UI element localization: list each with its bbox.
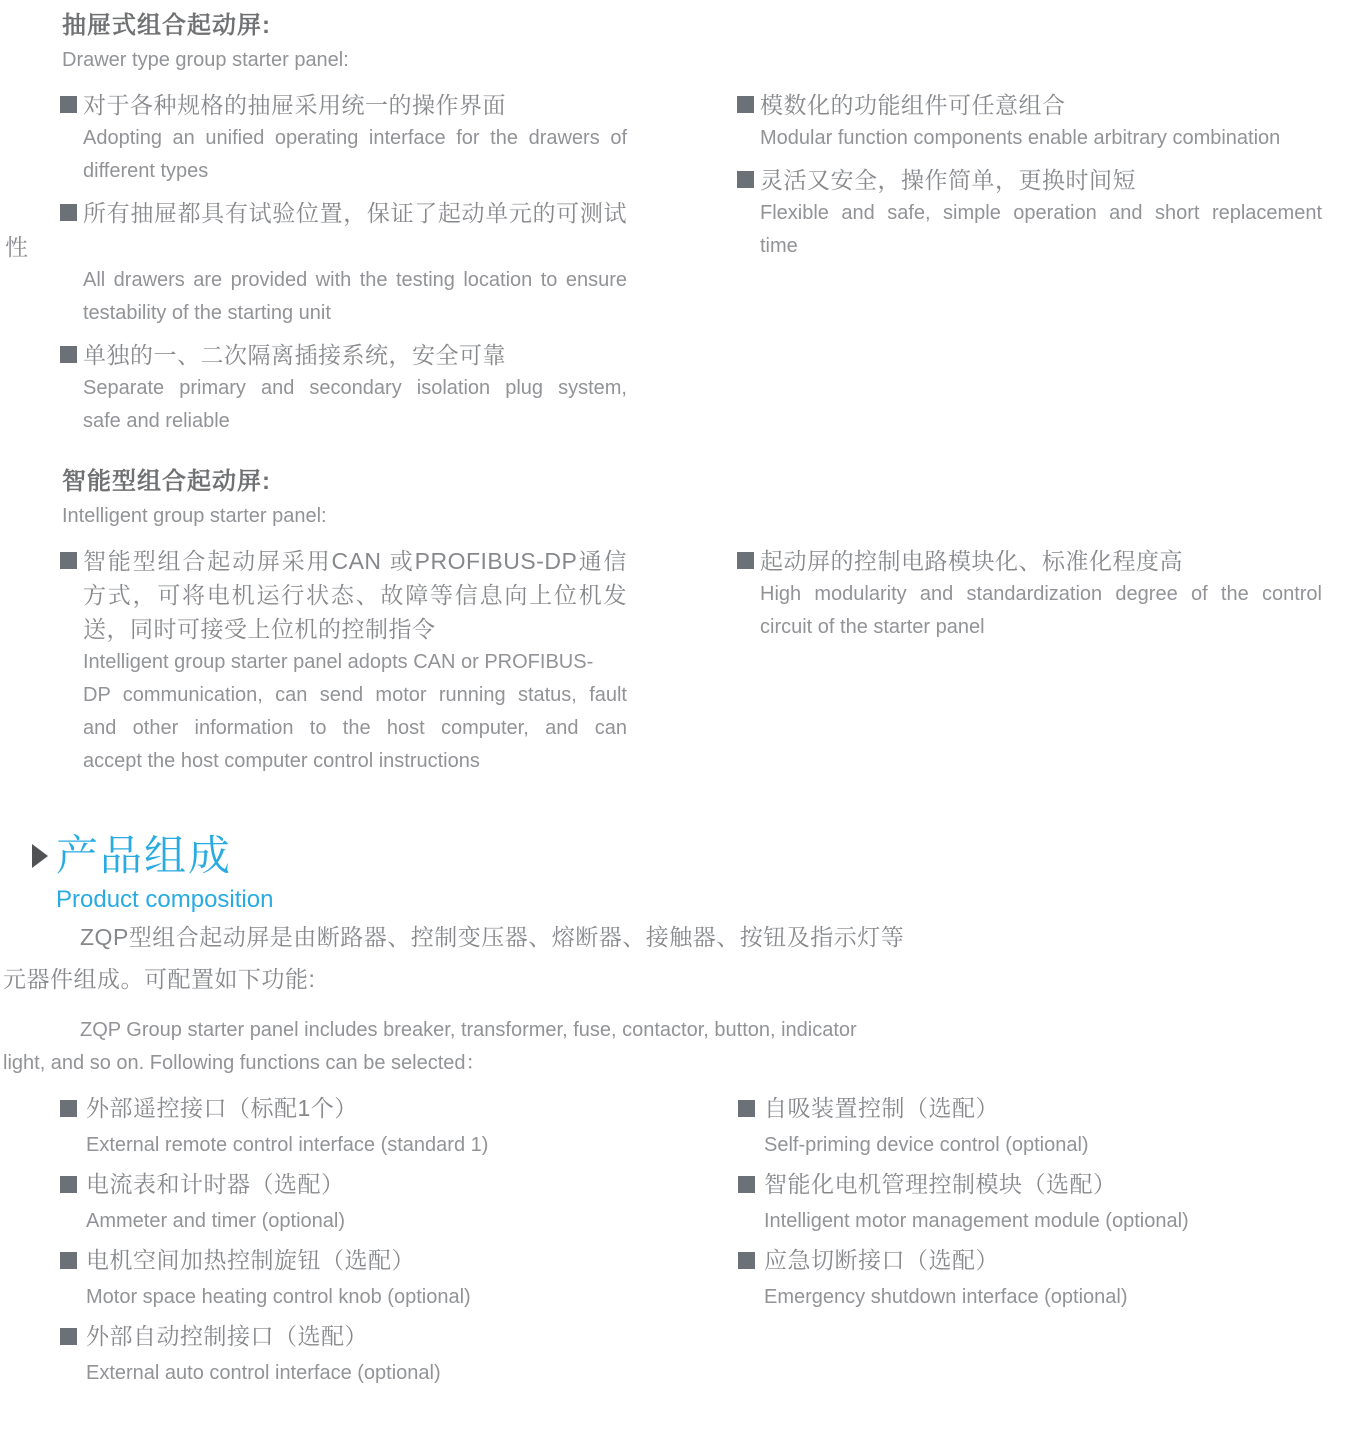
feature-text-zh: 智能型组合起动屏采用CAN 或PROFIBUS-DP通信 — [83, 548, 627, 574]
square-bullet-icon — [737, 552, 754, 569]
feature-text-zh: 送，同时可接受上位机的控制指令 — [83, 616, 436, 642]
list-item — [60, 1242, 700, 1316]
composition-intro — [3, 916, 1343, 1080]
drawer-title-zh: 抽屉式组合起动屏: — [62, 12, 271, 39]
feature-text-zh: 方式，可将电机运行状态、故障等信息向上位机发 — [83, 582, 627, 608]
function-text-zh: 外部自动控制接口（选配） — [86, 1323, 368, 1349]
square-bullet-icon — [60, 1176, 77, 1193]
list-item — [738, 1090, 1338, 1164]
square-bullet-icon — [60, 96, 77, 113]
drawer-section-header — [62, 12, 349, 73]
intelligent-left-column — [60, 544, 627, 786]
square-bullet-icon — [738, 1176, 755, 1193]
feature-text-en: safe and reliable — [83, 410, 230, 432]
function-text-zh: 电机空间加热控制旋钮（选配） — [86, 1247, 415, 1273]
feature-text-en: Flexible and safe, simple operation and short replacement — [760, 202, 1322, 224]
list-item — [738, 1242, 1338, 1316]
intelligent-title-zh: 智能型组合起动屏: — [62, 468, 271, 495]
square-bullet-icon — [60, 1252, 77, 1269]
list-item — [60, 88, 627, 188]
feature-text-en: time — [760, 235, 798, 257]
feature-text-zh: 单独的一、二次隔离插接系统，安全可靠 — [83, 342, 506, 368]
intelligent-section-header — [62, 468, 327, 529]
feature-text-en: Adopting an unified operating interface for the drawers of — [83, 127, 627, 149]
feature-text-zh-overflow: 性 — [5, 234, 29, 260]
intelligent-title-en: Intelligent group starter panel: — [62, 505, 327, 527]
feature-text-en: testability of the starting unit — [83, 302, 331, 324]
function-text-zh: 外部遥控接口（标配1个） — [86, 1095, 358, 1121]
drawer-left-column — [5, 88, 627, 446]
list-item — [737, 163, 1322, 263]
function-text-zh: 电流表和计时器（选配） — [86, 1171, 345, 1197]
feature-text-en: High modularity and standardization degree of the control — [760, 583, 1322, 605]
intro-text-en: light, and so on. Following functions can be selected： — [3, 1052, 486, 1074]
function-text-en: Ammeter and timer (optional) — [86, 1210, 345, 1232]
right-triangle-icon — [32, 844, 48, 868]
list-item — [60, 544, 627, 778]
function-text-zh: 应急切断接口（选配） — [764, 1247, 999, 1273]
function-text-en: External auto control interface (optional) — [86, 1362, 441, 1384]
composition-title-en: Product composition — [56, 886, 274, 913]
composition-section-header — [32, 834, 273, 914]
feature-text-en: All drawers are provided with the testing location to ensure — [83, 269, 627, 291]
feature-text-en: and other information to the host computer, and can — [83, 717, 627, 739]
feature-text-zh: 起动屏的控制电路模块化、标准化程度高 — [760, 548, 1183, 574]
list-item — [60, 1166, 700, 1240]
intro-text-en: ZQP Group starter panel includes breaker, transformer, fuse, contactor, button, indicator — [80, 1019, 857, 1041]
square-bullet-icon — [60, 204, 77, 221]
square-bullet-icon — [738, 1100, 755, 1117]
list-item — [60, 1318, 700, 1392]
square-bullet-icon — [60, 1100, 77, 1117]
feature-text-zh: 所有抽屉都具有试验位置，保证了起动单元的可测试 — [83, 200, 627, 226]
composition-title-block — [56, 834, 273, 914]
intro-text-zh: 元器件组成。可配置如下功能: — [3, 966, 316, 992]
feature-text-en: Intelligent group starter panel adopts CAN or PROFIBUS- — [83, 651, 594, 673]
function-text-en: Self-priming device control (optional) — [764, 1134, 1089, 1156]
feature-text-en: circuit of the starter panel — [760, 616, 985, 638]
composition-left-column — [60, 1090, 700, 1394]
list-item — [60, 338, 627, 438]
function-text-en: Emergency shutdown interface (optional) — [764, 1286, 1128, 1308]
feature-text-en: Separate primary and secondary isolation plug system, — [83, 377, 627, 399]
list-item — [738, 1166, 1338, 1240]
function-text-zh: 智能化电机管理控制模块（选配） — [764, 1171, 1117, 1197]
drawer-title-en: Drawer type group starter panel: — [62, 49, 349, 71]
drawer-right-column — [737, 88, 1322, 271]
function-text-en: External remote control interface (standard 1) — [86, 1134, 489, 1156]
list-item — [5, 196, 627, 330]
square-bullet-icon — [60, 552, 77, 569]
square-bullet-icon — [737, 171, 754, 188]
intro-text-zh: ZQP型组合起动屏是由断路器、控制变压器、熔断器、接触器、按钮及指示灯等 — [80, 924, 905, 950]
intro-paragraph-zh — [3, 916, 1343, 1000]
feature-text-zh: 对于各种规格的抽屉采用统一的操作界面 — [83, 92, 506, 118]
composition-title-zh: 产品组成 — [56, 832, 233, 879]
feature-text-zh: 模数化的功能组件可任意组合 — [760, 92, 1066, 118]
composition-right-column — [738, 1090, 1338, 1318]
square-bullet-icon — [60, 346, 77, 363]
intro-paragraph-en — [3, 1014, 1343, 1080]
feature-text-en: accept the host computer control instructions — [83, 750, 480, 772]
feature-text-en: Modular function components enable arbitrary combination — [760, 127, 1281, 149]
function-text-en: Intelligent motor management module (optional) — [764, 1210, 1189, 1232]
square-bullet-icon — [60, 1328, 77, 1345]
list-item — [737, 544, 1322, 644]
feature-text-zh: 灵活又安全，操作简单，更换时间短 — [760, 167, 1136, 193]
feature-text-en: DP communication, can send motor running status, fault — [83, 684, 627, 706]
list-item — [737, 88, 1322, 155]
square-bullet-icon — [737, 96, 754, 113]
intelligent-right-column — [737, 544, 1322, 652]
feature-text-en: different types — [83, 160, 209, 182]
function-text-en: Motor space heating control knob (optional) — [86, 1286, 471, 1308]
list-item — [60, 1090, 700, 1164]
function-text-zh: 自吸装置控制（选配） — [764, 1095, 999, 1121]
square-bullet-icon — [738, 1252, 755, 1269]
